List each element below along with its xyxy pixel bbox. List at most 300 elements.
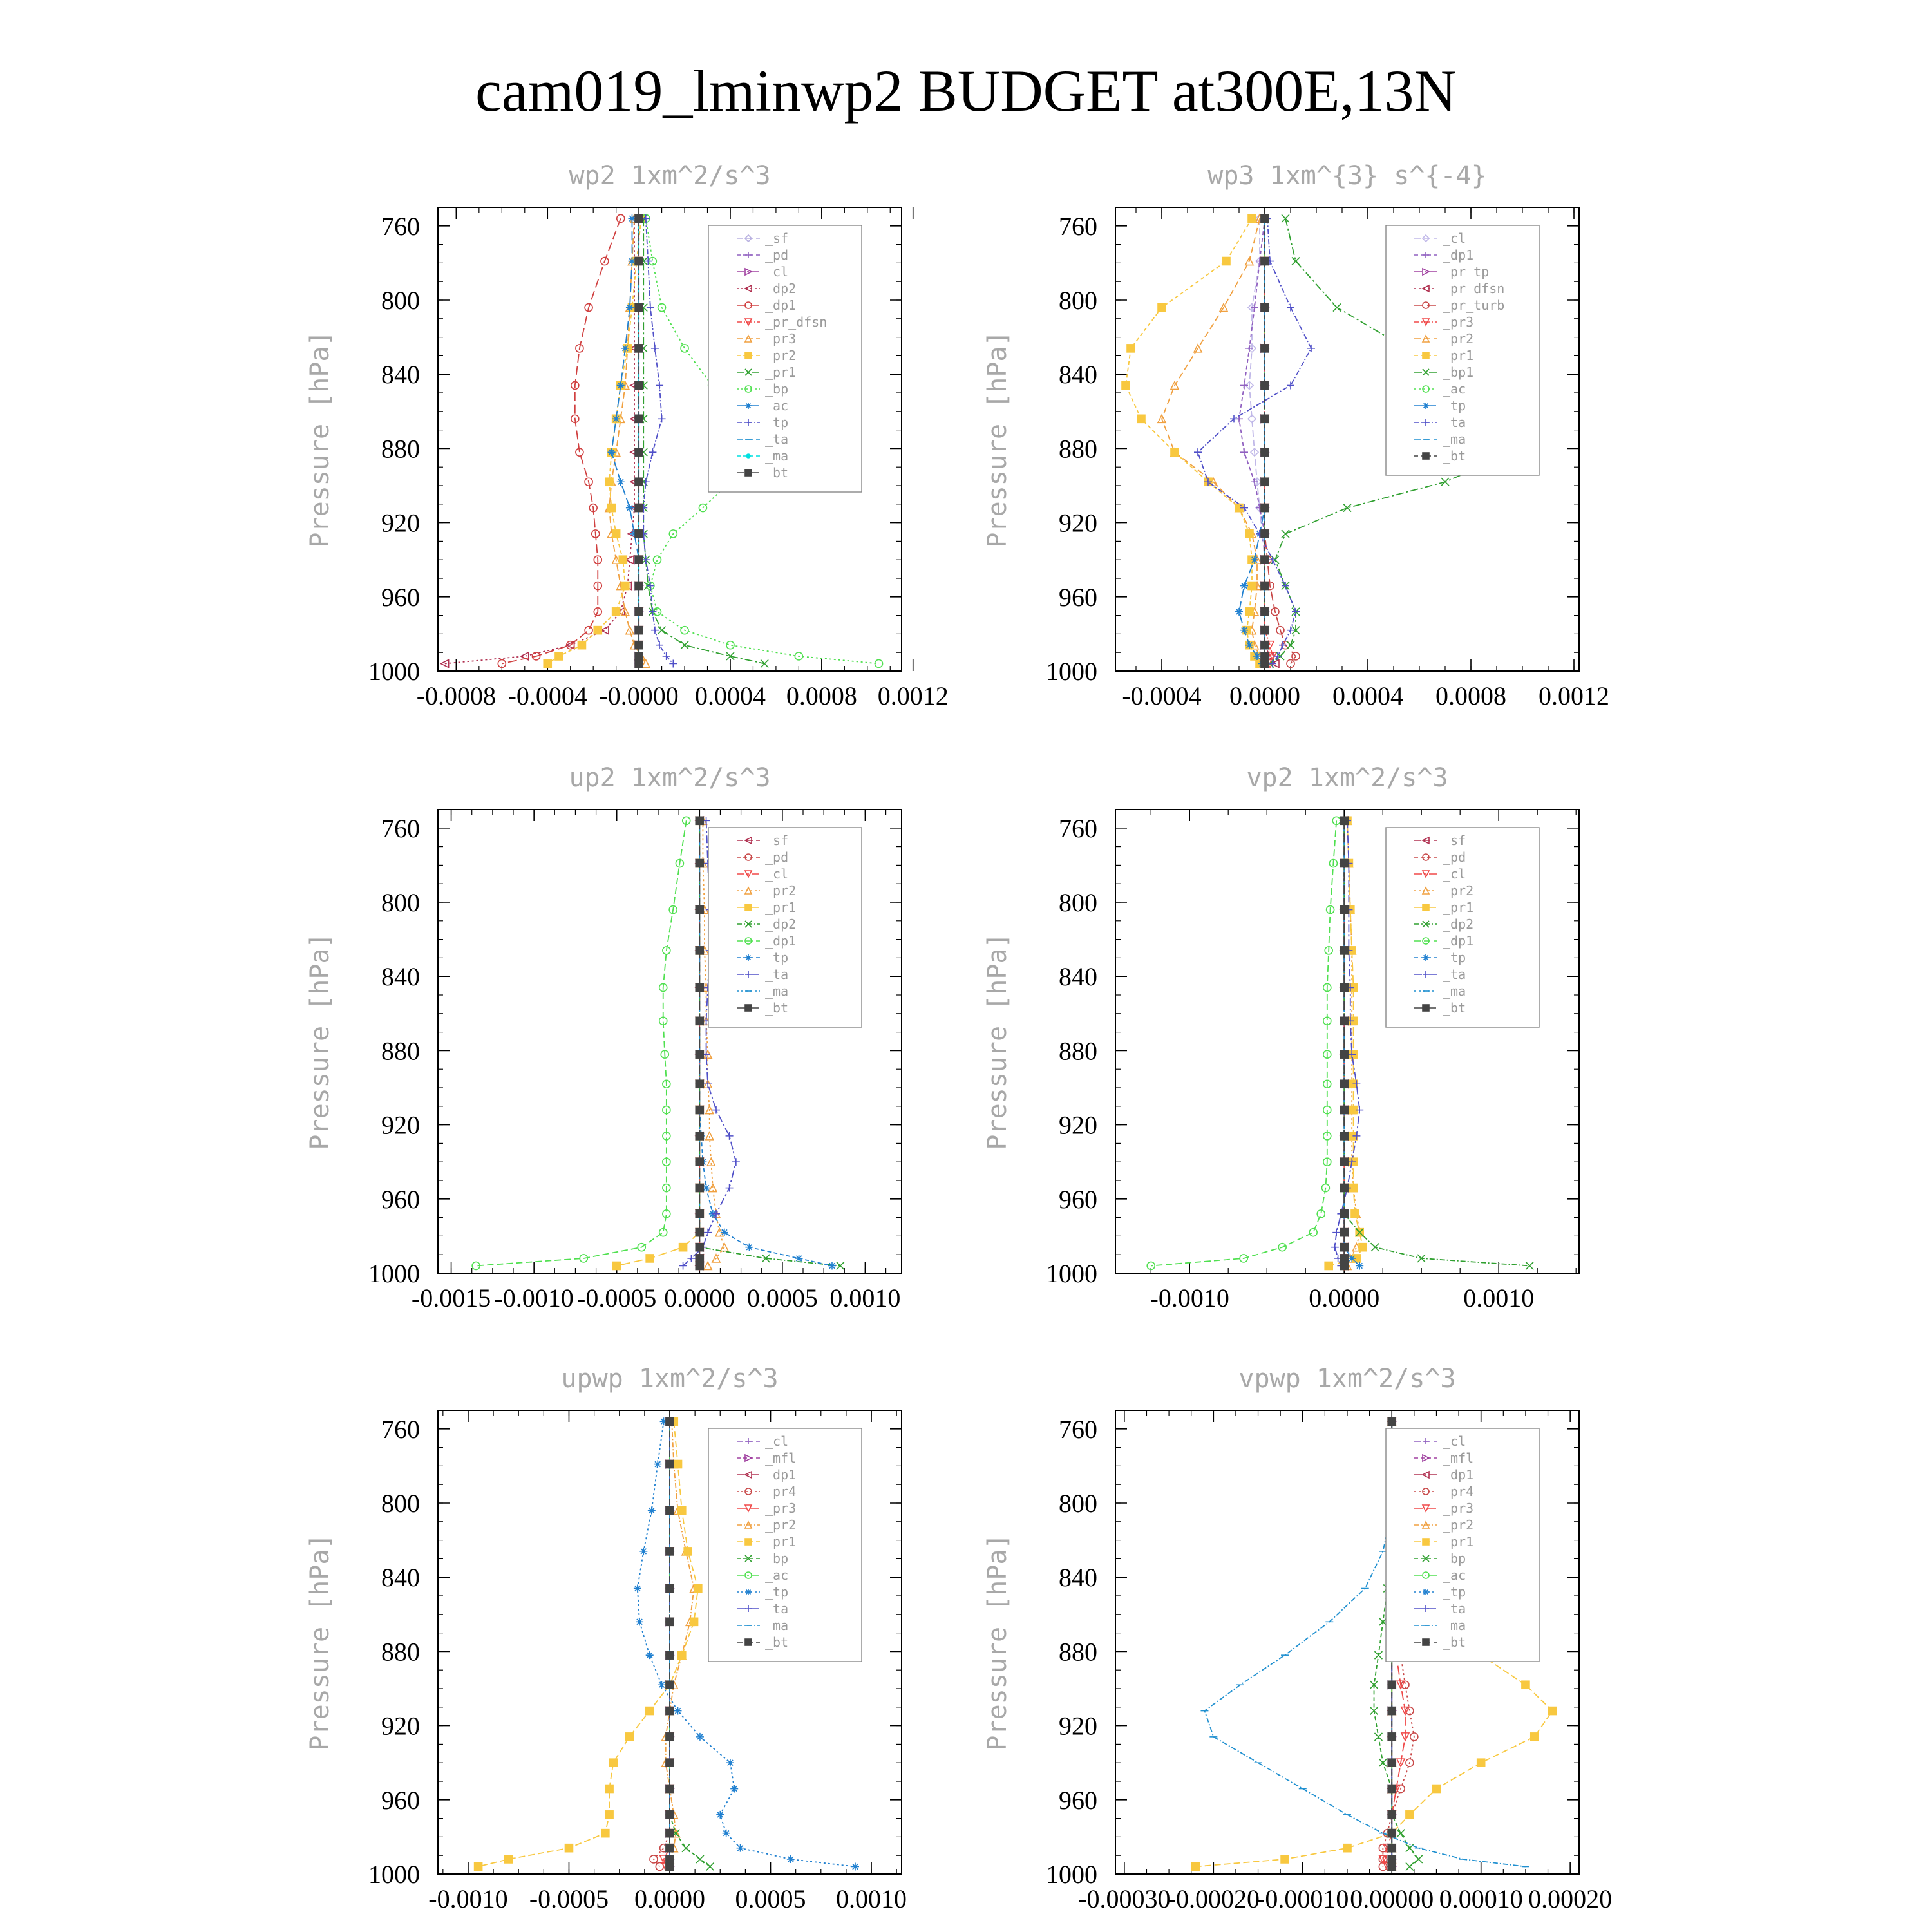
data-point	[1127, 345, 1135, 352]
legend-label: _pd	[765, 849, 789, 865]
data-point	[678, 1507, 686, 1515]
data-point	[666, 1651, 674, 1659]
y-tick-label: 880	[381, 1036, 420, 1066]
y-tick-label: 760	[1059, 813, 1097, 843]
legend-label: _dp2	[765, 281, 797, 296]
legend-label: _pr2	[765, 1517, 797, 1533]
legend-label: _pr2	[1443, 883, 1474, 898]
data-point	[651, 627, 659, 634]
series-line	[1126, 218, 1260, 663]
data-point	[635, 530, 643, 538]
series-bt	[666, 1417, 674, 1870]
series-line	[547, 218, 641, 663]
data-point	[674, 1461, 682, 1468]
chart-panel-2	[983, 161, 1609, 710]
legend	[708, 1428, 862, 1662]
data-point	[666, 1548, 674, 1555]
data-point	[625, 1733, 633, 1741]
data-point	[1388, 1830, 1396, 1837]
legend-label: _pr1	[1443, 900, 1474, 915]
data-point	[1432, 1785, 1440, 1793]
panel-title: wp3 1xm^{3} s^{-4}	[1208, 161, 1487, 191]
data-point	[653, 556, 661, 564]
data-point	[1340, 1229, 1348, 1236]
data-point	[1292, 258, 1300, 265]
panel-title: vpwp 1xm^2/s^3	[1238, 1364, 1456, 1394]
data-point	[696, 817, 703, 824]
data-point	[585, 627, 592, 634]
x-tick-label: -0.0010	[1150, 1283, 1229, 1312]
legend-label: _dp2	[765, 916, 797, 932]
y-tick-label: 960	[1059, 582, 1097, 612]
legend-label: _pr3	[1443, 1501, 1474, 1516]
data-point	[696, 1210, 703, 1218]
data-point	[651, 345, 659, 352]
data-point	[1388, 1681, 1396, 1689]
data-point	[1261, 652, 1269, 660]
data-point	[696, 1255, 703, 1262]
y-tick-label: 920	[381, 1110, 420, 1140]
data-point	[732, 1158, 740, 1166]
legend-label: _pr2	[1443, 1517, 1474, 1533]
series-pr1	[1325, 817, 1367, 1269]
data-point	[1351, 1210, 1359, 1218]
chart-panel-1	[305, 161, 949, 710]
data-point	[1388, 1785, 1396, 1793]
data-point	[1261, 478, 1269, 486]
data-point	[1340, 906, 1348, 914]
data-point	[1282, 530, 1289, 538]
data-point	[1340, 1050, 1348, 1058]
series-pr_turb	[1261, 214, 1300, 667]
series-pr1	[1122, 214, 1264, 667]
data-point	[1340, 1210, 1348, 1218]
legend-label: _ma	[765, 1618, 789, 1633]
data-point	[696, 1733, 704, 1741]
legend-label: _ta	[765, 967, 789, 982]
data-point	[1343, 1844, 1351, 1852]
data-point	[674, 1707, 682, 1715]
legend-label: _ac	[1443, 1567, 1466, 1583]
data-point	[696, 1229, 703, 1236]
data-point	[635, 448, 643, 456]
data-point	[635, 582, 643, 590]
data-point	[1281, 1855, 1289, 1863]
y-axis-label: Pressure [hPa]	[305, 1533, 335, 1751]
x-tick-label: 0.0004	[694, 681, 766, 710]
series-line	[664, 1421, 670, 1866]
y-tick-label: 760	[381, 1414, 420, 1444]
legend-label: _ta	[765, 431, 789, 447]
y-tick-label: 840	[381, 1563, 420, 1593]
data-point	[635, 641, 643, 649]
data-point	[1415, 1855, 1423, 1863]
data-point	[1340, 983, 1348, 991]
data-point	[619, 556, 627, 564]
legend-label: _ma	[1443, 983, 1466, 999]
data-point	[696, 1244, 703, 1251]
data-point	[1261, 415, 1269, 422]
data-point	[696, 906, 703, 914]
data-point	[696, 1080, 703, 1088]
y-tick-label: 1000	[1046, 657, 1097, 686]
data-point	[658, 627, 666, 634]
data-point	[1340, 817, 1348, 824]
data-point	[646, 1707, 654, 1715]
data-point	[1388, 1811, 1396, 1819]
series-bt	[635, 214, 643, 667]
data-point	[1122, 381, 1130, 389]
data-point	[1245, 641, 1253, 649]
data-point	[613, 1262, 621, 1269]
data-point	[1235, 608, 1243, 616]
data-point	[730, 1785, 738, 1793]
y-tick-label: 920	[381, 508, 420, 538]
legend-label: _bt	[1443, 1000, 1466, 1016]
data-point	[1397, 1830, 1405, 1837]
data-point	[696, 983, 703, 991]
data-point	[1332, 1229, 1340, 1236]
series-line	[1151, 820, 1336, 1265]
data-point	[666, 1844, 674, 1852]
data-point	[1340, 1244, 1348, 1251]
data-point	[696, 1262, 703, 1269]
data-point	[1240, 381, 1248, 389]
data-point	[1388, 1862, 1396, 1870]
data-point	[1137, 415, 1145, 422]
data-point	[666, 1811, 674, 1819]
x-tick-label: 0.00020	[1528, 1884, 1613, 1913]
legend-label: _mfl	[765, 1450, 797, 1466]
data-point	[1406, 1844, 1414, 1852]
x-tick-label: -0.0010	[494, 1283, 574, 1312]
legend	[1386, 225, 1539, 475]
legend-label: _tp	[765, 950, 789, 965]
legend-label: _pr1	[765, 1534, 797, 1549]
legend-label: _cl	[1443, 1434, 1466, 1449]
legend-marker	[745, 1589, 752, 1595]
legend-label: _dp1	[1443, 933, 1474, 949]
data-point	[635, 627, 643, 634]
data-point	[690, 1618, 698, 1625]
data-point	[681, 345, 688, 352]
x-tick-label: 0.0004	[1332, 681, 1403, 710]
series-pr1	[475, 1417, 702, 1870]
data-point	[1522, 1681, 1530, 1689]
data-point	[1251, 556, 1258, 564]
data-point	[1331, 1244, 1339, 1251]
data-point	[828, 1262, 836, 1269]
data-point	[555, 652, 563, 660]
y-axis-label: Pressure [hPa]	[983, 1533, 1012, 1751]
y-tick-label: 880	[381, 1637, 420, 1667]
x-tick-label: 0.0010	[836, 1884, 907, 1913]
data-point	[1240, 448, 1248, 456]
data-point	[505, 1855, 513, 1863]
data-point	[1325, 1262, 1332, 1269]
legend-label: _dp1	[1443, 1467, 1474, 1482]
data-point	[726, 1759, 734, 1766]
legend-marker	[1423, 402, 1429, 409]
series-line	[1162, 218, 1265, 663]
data-point	[837, 1262, 844, 1269]
legend-label: _ma	[1443, 1618, 1466, 1633]
data-point	[1340, 1158, 1348, 1166]
legend-label: _pr3	[765, 331, 797, 346]
legend-label: _bp	[765, 1551, 789, 1566]
data-point	[1279, 641, 1287, 649]
legend-label: _dp1	[765, 298, 797, 313]
series-pr2	[1158, 214, 1269, 667]
legend-label: _sf	[765, 231, 789, 246]
series-line	[609, 218, 646, 663]
data-point	[1388, 1733, 1396, 1741]
chart-panel-4	[983, 763, 1579, 1312]
y-tick-label: 1000	[368, 1259, 420, 1288]
data-point	[704, 1229, 712, 1236]
data-point	[704, 1080, 712, 1088]
data-point	[617, 478, 625, 486]
data-point	[1261, 214, 1269, 222]
legend-label: _pr_dfsn	[765, 314, 828, 330]
data-point	[635, 381, 643, 389]
legend-label: _mfl	[1443, 1450, 1474, 1466]
legend-label: _ma	[1443, 431, 1466, 447]
data-point	[1287, 304, 1294, 312]
legend-label: _ac	[1443, 381, 1466, 397]
legend-marker	[745, 352, 752, 359]
x-tick-label: 0.0012	[1539, 681, 1609, 710]
legend-label: _pr2	[765, 348, 797, 363]
legend-label: _sf	[765, 833, 789, 848]
data-point	[795, 1255, 803, 1262]
x-tick-label: -0.0005	[529, 1884, 609, 1913]
y-tick-label: 1000	[368, 657, 420, 686]
data-point	[666, 1584, 674, 1592]
series-tp	[1235, 214, 1269, 667]
data-point	[635, 556, 643, 564]
data-point	[696, 1017, 703, 1025]
data-point	[658, 1681, 665, 1689]
data-point	[608, 504, 616, 512]
series-dp1	[1147, 817, 1340, 1269]
data-point	[696, 947, 703, 954]
data-point	[1406, 1811, 1414, 1819]
legend-label: _ma	[765, 448, 789, 464]
y-tick-label: 920	[1059, 508, 1097, 538]
data-point	[721, 1229, 728, 1236]
data-point	[1261, 556, 1269, 564]
legend-label: _pr4	[1443, 1484, 1474, 1499]
legend-marker	[1423, 453, 1429, 459]
data-point	[1248, 582, 1256, 590]
legend-label: _bt	[765, 1634, 789, 1650]
legend-label: _bt	[1443, 448, 1466, 464]
legend-label: _ta	[1443, 415, 1466, 430]
y-axis-label: Pressure [hPa]	[983, 330, 1012, 548]
data-point	[851, 1862, 859, 1870]
x-tick-label: 0.0005	[746, 1283, 818, 1312]
data-point	[1374, 1733, 1382, 1741]
legend-marker	[745, 1539, 752, 1545]
legend-marker	[745, 904, 752, 911]
legend-label: _ta	[1443, 1601, 1466, 1616]
series-line	[1239, 218, 1265, 663]
y-tick-label: 840	[1059, 1563, 1097, 1593]
legend-label: _ta	[765, 1601, 789, 1616]
y-tick-label: 800	[1059, 888, 1097, 917]
data-point	[696, 1184, 703, 1192]
data-point	[1171, 448, 1179, 456]
series-ta	[1194, 214, 1315, 667]
x-tick-label: -0.0008	[416, 681, 497, 710]
legend-marker	[745, 954, 752, 961]
y-tick-label: 880	[1059, 1637, 1097, 1667]
y-tick-label: 880	[1059, 434, 1097, 464]
x-tick-label: -0.00030	[1078, 1884, 1171, 1913]
legend-marker	[745, 1639, 752, 1645]
data-point	[1261, 608, 1269, 616]
series-dp2	[441, 214, 638, 667]
data-point	[696, 1050, 703, 1058]
data-point	[647, 304, 654, 312]
data-point	[646, 1255, 654, 1262]
chart-panel-3	[305, 763, 902, 1312]
x-tick-label: 0.0000	[634, 1884, 705, 1913]
data-point	[605, 1811, 613, 1819]
data-point	[626, 504, 634, 512]
x-tick-label: 0.00000	[1350, 1884, 1434, 1913]
data-point	[639, 1548, 647, 1555]
x-tick-label: -0.0010	[428, 1884, 508, 1913]
series-line	[1329, 820, 1363, 1265]
data-point	[726, 1132, 734, 1140]
data-point	[745, 1244, 753, 1251]
data-point	[726, 1184, 734, 1192]
legend-marker	[1423, 1539, 1429, 1545]
legend-label: _ac	[765, 1567, 789, 1583]
data-point	[1245, 530, 1253, 538]
series-pr1	[613, 817, 704, 1269]
series-line	[654, 1421, 670, 1866]
x-tick-label: 0.0010	[1463, 1283, 1535, 1312]
data-point	[636, 1618, 643, 1625]
series-line	[478, 1421, 698, 1866]
legend-label: _pr3	[1443, 314, 1474, 330]
x-tick-label: -0.00010	[1256, 1884, 1349, 1913]
panel-title: up2 1xm^2/s^3	[569, 763, 771, 793]
data-point	[1253, 652, 1261, 660]
series-line	[445, 218, 634, 663]
data-point	[666, 1830, 674, 1837]
x-tick-label: 0.0010	[829, 1283, 901, 1312]
y-tick-label: 960	[1059, 1184, 1097, 1214]
series-pr2	[544, 214, 645, 667]
legend-label: _pr_tp	[1443, 264, 1490, 279]
y-tick-label: 840	[381, 360, 420, 390]
y-tick-label: 1000	[368, 1860, 420, 1889]
y-tick-label: 1000	[1046, 1259, 1097, 1288]
panel-title: vp2 1xm^2/s^3	[1246, 763, 1448, 793]
legend-label: _cl	[765, 1434, 789, 1449]
data-point	[666, 1733, 674, 1741]
y-tick-label: 960	[1059, 1785, 1097, 1815]
y-tick-label: 760	[381, 813, 420, 843]
legend-label: _dp1	[765, 1467, 797, 1482]
data-point	[635, 608, 643, 616]
data-point	[1356, 1262, 1363, 1269]
data-point	[644, 258, 652, 265]
x-tick-label: 0.0008	[1435, 681, 1506, 710]
legend-label: _pr1	[765, 900, 797, 915]
y-tick-label: 760	[381, 211, 420, 241]
data-point	[704, 1262, 712, 1269]
data-point	[1287, 641, 1294, 649]
data-point	[1261, 345, 1269, 352]
data-point	[696, 1158, 703, 1166]
data-point	[1340, 1132, 1348, 1140]
data-point	[696, 860, 703, 867]
series-line	[1265, 218, 1275, 663]
data-point	[1261, 504, 1269, 512]
data-point	[612, 608, 620, 616]
y-tick-label: 920	[381, 1711, 420, 1741]
legend-label: _sf	[1443, 833, 1466, 848]
data-point	[723, 1830, 730, 1837]
y-tick-label: 800	[1059, 286, 1097, 315]
data-point	[1340, 947, 1348, 954]
legend-label: _pr1	[1443, 1534, 1474, 1549]
legend-label: _ta	[1443, 967, 1466, 982]
data-point	[544, 659, 551, 667]
data-point	[658, 415, 666, 422]
y-axis-label: Pressure [hPa]	[305, 330, 335, 548]
data-point	[1261, 530, 1269, 538]
data-point	[1531, 1733, 1539, 1741]
data-point	[635, 214, 643, 222]
data-point	[646, 1651, 654, 1659]
panel-title: upwp 1xm^2/s^3	[561, 1364, 779, 1394]
legend-label: _cl	[1443, 866, 1466, 882]
data-point	[666, 1759, 674, 1766]
data-point	[787, 1855, 795, 1863]
data-point	[706, 1862, 714, 1870]
chart-panel-6	[983, 1364, 1612, 1913]
chart-panel-5	[305, 1364, 907, 1913]
legend-label: _dp1	[1443, 247, 1474, 263]
legend-label: _pr_dfsn	[1443, 281, 1505, 296]
legend-label: _cl	[1443, 231, 1466, 246]
data-point	[1274, 652, 1282, 660]
legend-label: _pr2	[765, 883, 797, 898]
x-tick-label: -0.0000	[599, 681, 679, 710]
y-axis-label: Pressure [hPa]	[983, 933, 1012, 1150]
data-point	[696, 1132, 703, 1140]
legend	[1386, 828, 1539, 1027]
legend-marker	[745, 469, 752, 476]
y-tick-label: 960	[381, 582, 420, 612]
x-tick-label: -0.0004	[1122, 681, 1202, 710]
data-point	[1333, 304, 1341, 312]
data-point	[1222, 258, 1230, 265]
series-dp1	[1235, 214, 1269, 667]
y-axis-label: Pressure [hPa]	[305, 933, 335, 1150]
legend-label: _bp1	[1443, 365, 1474, 380]
data-point	[681, 641, 688, 649]
data-point	[1282, 214, 1289, 222]
data-point	[1388, 1759, 1396, 1766]
legend-label: _pr1	[1443, 348, 1474, 363]
